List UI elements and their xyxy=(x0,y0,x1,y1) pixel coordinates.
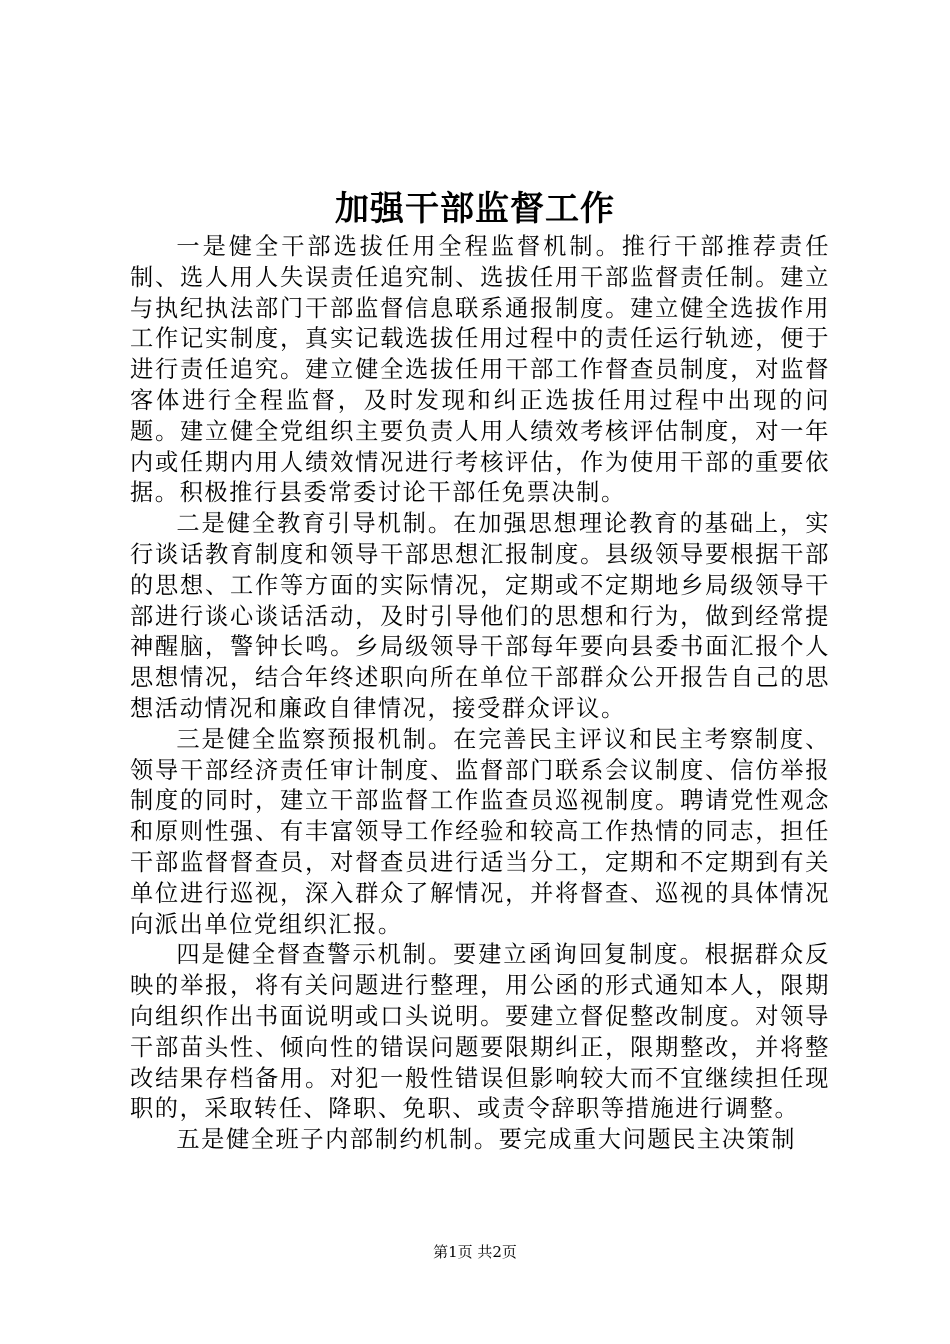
page-number-footer: 第1页 共2页 xyxy=(433,1243,517,1261)
document-body xyxy=(130,232,830,1156)
document-title: 加强干部监督工作 xyxy=(335,189,615,229)
paragraph-3: 三是健全监察预报机制。在完善民主评议和民主考察制度、领导干部经济责任审计制度、监督部门联系会议制度、信仿举报制度的同时，建立干部监督工作监查员巡视制度。聘请党性观念和原则性强、有丰富领导工作经验和较高工作热情的同志，担任干部监督督查员，对督查员进行适当分工，定期和不定期到有关单位进行巡视，深入群众了解情况，并将督查、巡视的具体情况向派出单位党组织汇报。 xyxy=(130,725,830,938)
paragraph-2: 二是健全教育引导机制。在加强思想理论教育的基础上，实行谈话教育制度和领导干部思想汇报制度。县级领导要根据干部的思想、工作等方面的实际情况，定期或不定期地乡局级领导干部进行谈心谈话活动，及时引导他们的思想和行为，做到经常提神醒脑，警钟长鸣。乡局级领导干部每年要向县委书面汇报个人思想情况，结合年终述职向所在单位干部群众公开报告自己的思想活动情况和廉政自律情况，接受群众评议。 xyxy=(130,510,830,722)
paragraph-4: 四是健全督查警示机制。要建立函询回复制度。根据群众反映的举报，将有关问题进行整理，用公函的形式通知本人，限期向组织作出书面说明或口头说明。要建立督促整改制度。对领导干部苗头性、倾向性的错误问题要限期纠正，限期整改，并将整改结果存档备用。对犯一般性错误但影响较大而不宜继续担任现职的，采取转任、降职、免职、或责令辞职等措施进行调整。 xyxy=(130,941,830,1123)
paragraph-5: 五是健全班子内部制约机制。要完成重大问题民主决策制 xyxy=(176,1126,797,1154)
paragraph-1: 一是健全干部选拔任用全程监督机制。推行干部推荐责任制、选人用人失误责任追究制、选拔任用干部监督责任制。建立与执纪执法部门干部监督信息联系通报制度。建立健全选拔作用工作记实制度，真实记载选拔任用过程中的责任运行轨迹，便于进行责任追究。建立健全选拔任用干部工作督查员制度，对监督客体进行全程监督，及时发现和纠正选拔任用过程中出现的问题。建立健全党组织主要负责人用人绩效考核评估制度，对一年内或任期内用人绩效情况进行考核评估，作为使用干部的重要依据。积极推行县委常委讨论干部任免票决制。 xyxy=(130,233,830,507)
